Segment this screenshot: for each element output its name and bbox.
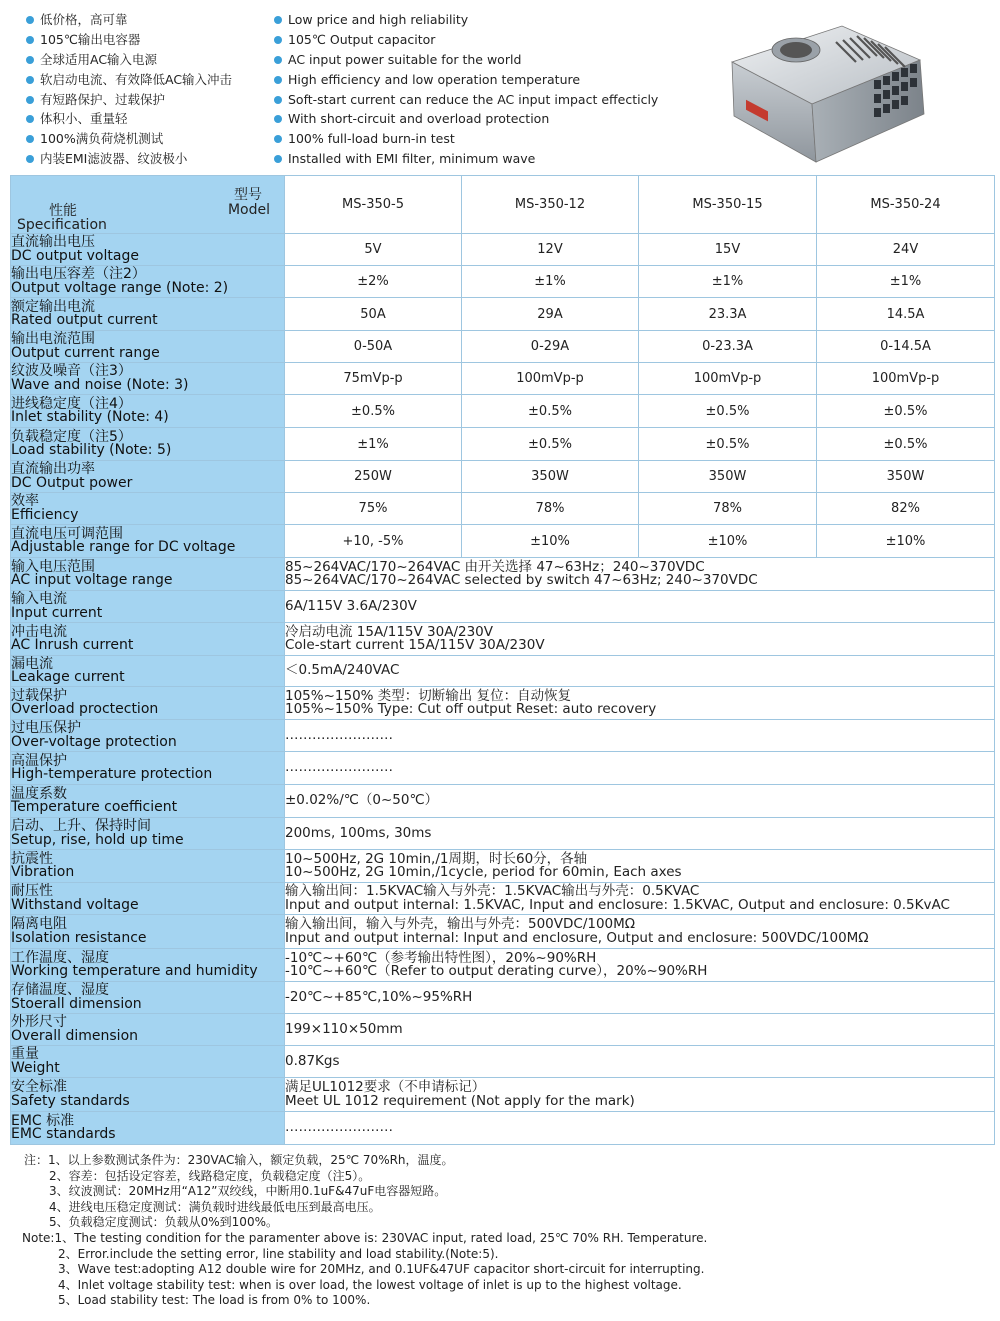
feature-text: Installed with EMI filter, minimum wave <box>288 151 536 167</box>
model-heading-en: Model <box>227 202 270 218</box>
spec-row <box>11 1112 995 1145</box>
spec-value-wide <box>285 623 995 656</box>
spec-value: 75% <box>285 493 462 525</box>
spec-label <box>11 818 285 850</box>
feature-text: 体积小、重量轻 <box>40 111 128 127</box>
spec-label <box>11 331 285 363</box>
feature-text: 105℃输出电容器 <box>40 31 141 47</box>
spec-value-line: 满足UL1012要求（不申请标记） <box>285 1079 486 1095</box>
feature-text: 内装EMI滤波器、纹波极小 <box>40 151 188 167</box>
spec-value-line: ＜0.5mA/240VAC <box>285 662 400 679</box>
spec-label <box>11 298 285 331</box>
spec-row <box>11 234 995 266</box>
spec-value: 78% <box>639 493 817 525</box>
spec-value-wide <box>285 818 995 850</box>
spec-value-line: 199×110×50mm <box>285 1020 403 1037</box>
spec-label-en: Weight <box>11 1059 60 1076</box>
spec-label <box>11 525 285 558</box>
spec-value-wide <box>285 591 995 623</box>
feature-item-en <box>274 149 658 169</box>
spec-value: ±0.5% <box>817 428 995 461</box>
spec-value: ±2% <box>285 266 462 298</box>
spec-row <box>11 1046 995 1078</box>
spec-label-cn: EMC 标准 <box>11 1112 75 1129</box>
spec-label <box>11 752 285 785</box>
spec-value-wide <box>285 1046 995 1078</box>
spec-label-en: Adjustable range for DC voltage <box>11 539 236 555</box>
model-header: MS-350-12 <box>462 176 639 234</box>
spec-label <box>11 1078 285 1112</box>
spec-label <box>11 591 285 623</box>
spec-value-line: ±0.02%/℃（0~50℃） <box>285 792 439 809</box>
spec-value-wide <box>285 1014 995 1046</box>
spec-value-line: -10℃~+60℃（参考输出特性图），20%~90%RH <box>285 949 597 966</box>
spec-value-wide <box>285 752 995 785</box>
spec-label-cn: 输入电压范围 <box>11 558 95 575</box>
spec-label-cn: 输出电压容差（注2） <box>11 266 146 282</box>
model-header: MS-350-5 <box>285 176 462 234</box>
spec-label-cn: 纹波及噪音（注3） <box>11 363 132 379</box>
feature-item-en <box>274 109 658 129</box>
spec-row <box>11 949 995 982</box>
spec-value-line: Cole-start current 15A/115V 30A/230V <box>285 637 545 653</box>
spec-value: ±0.5% <box>462 428 639 461</box>
spec-value: 0-29A <box>462 331 639 363</box>
feature-text: Soft-start current can reduce the AC input impact effecticly <box>288 91 659 107</box>
spec-value-line: Input and output internal: 1.5KVAC, Input and enclosure: 1.5KVAC, Output and enclosure: 0.5KvAC <box>285 896 950 913</box>
model-header: MS-350-15 <box>639 176 817 234</box>
note-line-cn: 2、容差：包括设定容差，线路稳定度，负载稳定度（注5）。 <box>49 1168 371 1183</box>
spec-value: 0-14.5A <box>817 331 995 363</box>
spec-value: ±0.5% <box>639 395 817 428</box>
feature-text: High efficiency and low operation temperature <box>288 71 581 87</box>
spec-value-wide <box>285 558 995 591</box>
spec-value: ±10% <box>639 525 817 558</box>
feature-text: 全球适用AC输入电源 <box>40 51 158 67</box>
note-line-cn: 4、进线电压稳定度测试：满负载时进线最低电压到最高电压。 <box>49 1199 381 1214</box>
spec-value: 5V <box>285 234 462 266</box>
bullet-icon <box>26 36 34 44</box>
spec-value: 100mVp-p <box>639 363 817 395</box>
spec-label <box>11 982 285 1014</box>
spec-value-line: 105%~150% 类型：切断输出 复位：自动恢复 <box>285 687 572 704</box>
spec-label-cn: 直流电压可调范围 <box>11 525 123 542</box>
spec-value-wide <box>285 1112 995 1145</box>
spec-label-en: Overall dimension <box>11 1027 139 1044</box>
feature-item-cn <box>26 30 232 50</box>
bullet-icon <box>26 155 34 163</box>
spec-row <box>11 428 995 461</box>
spec-row <box>11 687 995 720</box>
feature-text: 低价格，高可靠 <box>40 12 128 27</box>
spec-row <box>11 363 995 395</box>
spec-value-line: -10℃~+60℃（Refer to output derating curve），20%~90%RH <box>285 963 708 979</box>
spec-label <box>11 883 285 915</box>
spec-label-cn: 冲击电流 <box>11 623 67 640</box>
spec-value-wide <box>285 687 995 720</box>
spec-label-cn: 外形尺寸 <box>11 1014 67 1030</box>
feature-item-en <box>274 129 658 149</box>
spec-label-en: Setup, rise, hold up time <box>11 831 184 848</box>
spec-label-cn: 工作温度、湿度 <box>11 949 109 966</box>
bullet-icon <box>26 115 34 123</box>
spec-row <box>11 461 995 493</box>
spec-value: 0-50A <box>285 331 462 363</box>
feature-item-en <box>274 30 658 50</box>
feature-list-cn <box>26 10 232 169</box>
spec-row <box>11 493 995 525</box>
spec-label <box>11 1112 285 1145</box>
note-line-cn: 3、纹波测试：20MHz用“A12”双绞线，中断用0.1uF&47uF电容器短路。 <box>49 1184 447 1199</box>
spec-label-en: Efficiency <box>11 506 79 523</box>
spec-label-en: Isolation resistance <box>11 929 147 946</box>
spec-value: 50A <box>285 298 462 331</box>
spec-heading-en: Specification <box>17 217 107 233</box>
spec-value: ±10% <box>462 525 639 558</box>
note-line-en: 4、Inlet voltage stability test: when is over load, the lowest voltage of inlet is up to the highest voltage. <box>58 1277 682 1292</box>
spec-value-line: 0.87Kgs <box>285 1052 340 1069</box>
bullet-icon <box>274 96 282 104</box>
spec-label <box>11 623 285 656</box>
spec-label <box>11 1014 285 1046</box>
spec-label-cn: 温度系数 <box>11 785 67 802</box>
spec-label <box>11 850 285 883</box>
spec-value: 29A <box>462 298 639 331</box>
model-heading-cn: 型号 <box>234 187 262 203</box>
spec-value-line: 10~500Hz, 2G 10min,/1cycle, period for 60min, Each axes <box>285 864 682 880</box>
spec-label-en: Overload proctection <box>11 701 159 717</box>
feature-item-cn <box>26 90 232 110</box>
spec-row <box>11 395 995 428</box>
spec-value-wide <box>285 883 995 915</box>
spec-label <box>11 687 285 720</box>
bullet-icon <box>274 76 282 84</box>
spec-value: ±0.5% <box>639 428 817 461</box>
spec-label-en: Safety standards <box>11 1092 130 1109</box>
spec-value: 14.5A <box>817 298 995 331</box>
spec-value: ±1% <box>817 266 995 298</box>
spec-label-cn: 隔离电阻 <box>11 916 67 932</box>
spec-label <box>11 234 285 266</box>
spec-value-wide <box>285 850 995 883</box>
spec-value: ±10% <box>817 525 995 558</box>
spec-label-cn: 漏电流 <box>11 655 53 672</box>
feature-text: With short-circuit and overload protection <box>288 111 550 127</box>
spec-value: 75mVp-p <box>285 363 462 395</box>
spec-value: ±0.5% <box>817 395 995 428</box>
feature-item-cn <box>26 70 232 90</box>
spec-label <box>11 915 285 949</box>
spec-value: 0-23.3A <box>639 331 817 363</box>
spec-row <box>11 720 995 752</box>
note-line-en: 2、Error.include the setting error, line stability and load stability.(Note:5). <box>58 1246 499 1261</box>
feature-item-en <box>274 90 658 110</box>
feature-item-cn <box>26 10 232 30</box>
spec-label-en: Output current range <box>11 344 160 361</box>
spec-label <box>11 428 285 461</box>
feature-item-en <box>274 10 658 30</box>
header-label-cell <box>11 176 285 234</box>
spec-label <box>11 493 285 525</box>
spec-label-cn: 直流输出电压 <box>11 234 95 250</box>
spec-label-cn: 重量 <box>11 1046 39 1062</box>
spec-row <box>11 266 995 298</box>
spec-label-cn: 存储温度、湿度 <box>11 982 109 998</box>
note-line-en: 5、Load stability test: The load is from 0% to 100%. <box>58 1293 371 1308</box>
spec-value-line: 输入输出间：1.5KVAC输入与外壳：1.5KVAC输出与外壳：0.5KVAC <box>285 883 700 899</box>
spec-label-cn: 启动、上升、保持时间 <box>11 818 151 834</box>
spec-label-en: High-temperature protection <box>11 766 213 782</box>
bullet-icon <box>274 16 282 24</box>
spec-label-en: Temperature coefficient <box>11 799 178 815</box>
spec-value: 350W <box>817 461 995 493</box>
spec-label <box>11 461 285 493</box>
spec-label <box>11 363 285 395</box>
spec-value: ±1% <box>462 266 639 298</box>
feature-text: AC input power suitable for the world <box>288 51 522 67</box>
spec-value-line: 105%~150% Type: Cut off output Reset: auto recovery <box>285 701 657 717</box>
spec-label-cn: 过载保护 <box>11 687 67 704</box>
spec-label-en: EMC standards <box>11 1126 116 1142</box>
spec-value-line: Input and output internal: Input and enclosure, Output and enclosure: 500VDC/100MΩ <box>285 929 869 946</box>
spec-label <box>11 395 285 428</box>
bullet-icon <box>274 36 282 44</box>
spec-label-cn: 进线稳定度（注4） <box>11 395 132 412</box>
spec-label-cn: 耐压性 <box>11 883 53 899</box>
spec-value: 23.3A <box>639 298 817 331</box>
spec-value: ±0.5% <box>285 395 462 428</box>
spec-value: 78% <box>462 493 639 525</box>
spec-value: ±1% <box>285 428 462 461</box>
spec-value-line: …………………… <box>285 759 393 776</box>
spec-value: ±0.5% <box>462 395 639 428</box>
spec-label-en: AC input voltage range <box>11 572 173 588</box>
spec-value-line: 输入输出间，输入与外壳，输出与外壳：500VDC/100MΩ <box>285 916 636 932</box>
spec-value-wide <box>285 1078 995 1112</box>
spec-label <box>11 656 285 687</box>
spec-label-en: Inlet stability (Note: 4) <box>11 409 169 425</box>
power-supply-image <box>724 4 934 166</box>
feature-item-en <box>274 70 658 90</box>
spec-value-wide <box>285 949 995 982</box>
bullet-icon <box>26 16 34 24</box>
header-row <box>11 176 995 234</box>
bullet-icon <box>26 76 34 84</box>
spec-value-line: 6A/115V 3.6A/230V <box>285 597 417 614</box>
feature-item-cn <box>26 50 232 70</box>
bullet-icon <box>274 155 282 163</box>
spec-value: 12V <box>462 234 639 266</box>
spec-row <box>11 785 995 818</box>
feature-text: 100% full-load burn-in test <box>288 131 455 147</box>
spec-heading-cn: 性能 <box>49 203 77 219</box>
spec-row <box>11 525 995 558</box>
spec-value-line: Meet UL 1012 requirement (Not apply for the mark) <box>285 1092 635 1109</box>
spec-label <box>11 1046 285 1078</box>
spec-label-cn: 效率 <box>11 493 39 509</box>
spec-label-en: Working temperature and humidity <box>11 963 258 979</box>
spec-value: ±1% <box>639 266 817 298</box>
spec-value-wide <box>285 785 995 818</box>
bullet-icon <box>26 96 34 104</box>
spec-row <box>11 982 995 1014</box>
spec-row <box>11 883 995 915</box>
spec-label-en: Stoerall dimension <box>11 995 142 1012</box>
bullet-icon <box>26 135 34 143</box>
spec-label <box>11 949 285 982</box>
spec-value: 350W <box>639 461 817 493</box>
spec-row <box>11 818 995 850</box>
bullet-icon <box>274 56 282 64</box>
spec-row <box>11 558 995 591</box>
spec-row <box>11 915 995 949</box>
spec-value: 250W <box>285 461 462 493</box>
feature-item-cn <box>26 149 232 169</box>
spec-value-line: 200ms, 100ms, 30ms <box>285 824 432 841</box>
feature-text: Low price and high reliability <box>288 12 469 27</box>
spec-label-en: Load stability (Note: 5) <box>11 442 172 458</box>
spec-label-en: DC output voltage <box>11 247 139 264</box>
spec-label <box>11 720 285 752</box>
spec-value-line: 85~264VAC/170~264VAC selected by switch 47~63Hz; 240~370VDC <box>285 572 758 588</box>
feature-text: 有短路保护、过载保护 <box>40 91 166 107</box>
note-line-cn: 5、负载稳定度测试：负载从0%到100%。 <box>49 1215 278 1230</box>
feature-list <box>0 0 1000 172</box>
spec-label-cn: 抗震性 <box>11 850 53 867</box>
bullet-icon <box>26 56 34 64</box>
spec-label-en: Wave and noise (Note: 3) <box>11 376 189 393</box>
spec-row <box>11 752 995 785</box>
spec-table <box>10 175 995 1145</box>
note-line-en: Note:1、The testing condition for the paramenter above is: 230VAC input, rated load, 25℃ 70% RH. Temperature. <box>22 1230 708 1245</box>
spec-row <box>11 623 995 656</box>
spec-label <box>11 785 285 818</box>
note-line-cn: 注：1、以上参数测试条件为：230VAC输入，额定负载，25℃ 70%Rh，温度。 <box>24 1153 454 1167</box>
feature-list-en <box>274 10 658 169</box>
spec-value: 15V <box>639 234 817 266</box>
spec-label-cn: 负载稳定度（注5） <box>11 428 132 445</box>
spec-label-en: Vibration <box>11 864 75 880</box>
spec-label-en: Leakage current <box>11 669 125 685</box>
feature-item-cn <box>26 109 232 129</box>
spec-label <box>11 266 285 298</box>
model-header: MS-350-24 <box>817 176 995 234</box>
spec-value-wide <box>285 656 995 687</box>
spec-label-cn: 安全标准 <box>11 1079 67 1095</box>
spec-value: 82% <box>817 493 995 525</box>
spec-value-line: 85~264VAC/170~264VAC 由开关选择 47~63Hz；240~370VDC <box>285 558 705 575</box>
spec-row <box>11 331 995 363</box>
notes <box>24 1153 707 1309</box>
spec-label <box>11 558 285 591</box>
spec-value-wide <box>285 915 995 949</box>
spec-row <box>11 298 995 331</box>
spec-label-cn: 额定输出电流 <box>11 298 95 315</box>
spec-label-en: Input current <box>11 604 103 621</box>
note-line-en: 3、Wave test:adopting A12 double wire for 20MHz, and 0.1UF&47UF capacitor short-circuit for interrupting. <box>58 1262 705 1277</box>
bullet-icon <box>274 115 282 123</box>
feature-text: 软启动电流、有效降低AC输入冲击 <box>40 71 233 87</box>
spec-label-en: Over-voltage protection <box>11 733 177 750</box>
spec-label-en: AC Inrush current <box>11 637 134 653</box>
spec-value-wide <box>285 720 995 752</box>
spec-label-cn: 高温保护 <box>11 752 67 769</box>
spec-value-line: -20℃~+85℃,10%~95%RH <box>285 988 473 1005</box>
spec-label-en: Output voltage range (Note: 2) <box>11 279 229 296</box>
spec-label-cn: 过电压保护 <box>11 720 81 736</box>
spec-value: 350W <box>462 461 639 493</box>
feature-text: 105℃ Output capacitor <box>288 31 436 47</box>
feature-text: 100%满负荷烧机测试 <box>40 131 164 147</box>
spec-value: 100mVp-p <box>462 363 639 395</box>
spec-value-line: 冷启动电流 15A/115V 30A/230V <box>285 623 494 640</box>
spec-label-cn: 输出电流范围 <box>11 331 95 347</box>
spec-label-cn: 输入电流 <box>11 591 67 607</box>
spec-value-wide <box>285 982 995 1014</box>
spec-row <box>11 1078 995 1112</box>
spec-value: 24V <box>817 234 995 266</box>
spec-value: +10, -5% <box>285 525 462 558</box>
feature-item-en <box>274 50 658 70</box>
feature-item-cn <box>26 129 232 149</box>
spec-value-line: 10~500Hz, 2G 10min,/1周期，时长60分，各轴 <box>285 850 588 867</box>
spec-row <box>11 656 995 687</box>
spec-value-line: …………………… <box>285 1119 393 1136</box>
spec-row <box>11 591 995 623</box>
spec-row <box>11 850 995 883</box>
spec-label-en: Withstand voltage <box>11 896 139 913</box>
spec-row <box>11 1014 995 1046</box>
spec-label-en: DC Output power <box>11 474 133 491</box>
spec-label-en: Rated output current <box>11 312 158 328</box>
spec-value-line: …………………… <box>285 726 393 743</box>
spec-label-cn: 直流输出功率 <box>11 461 95 477</box>
spec-value: 100mVp-p <box>817 363 995 395</box>
bullet-icon <box>274 135 282 143</box>
